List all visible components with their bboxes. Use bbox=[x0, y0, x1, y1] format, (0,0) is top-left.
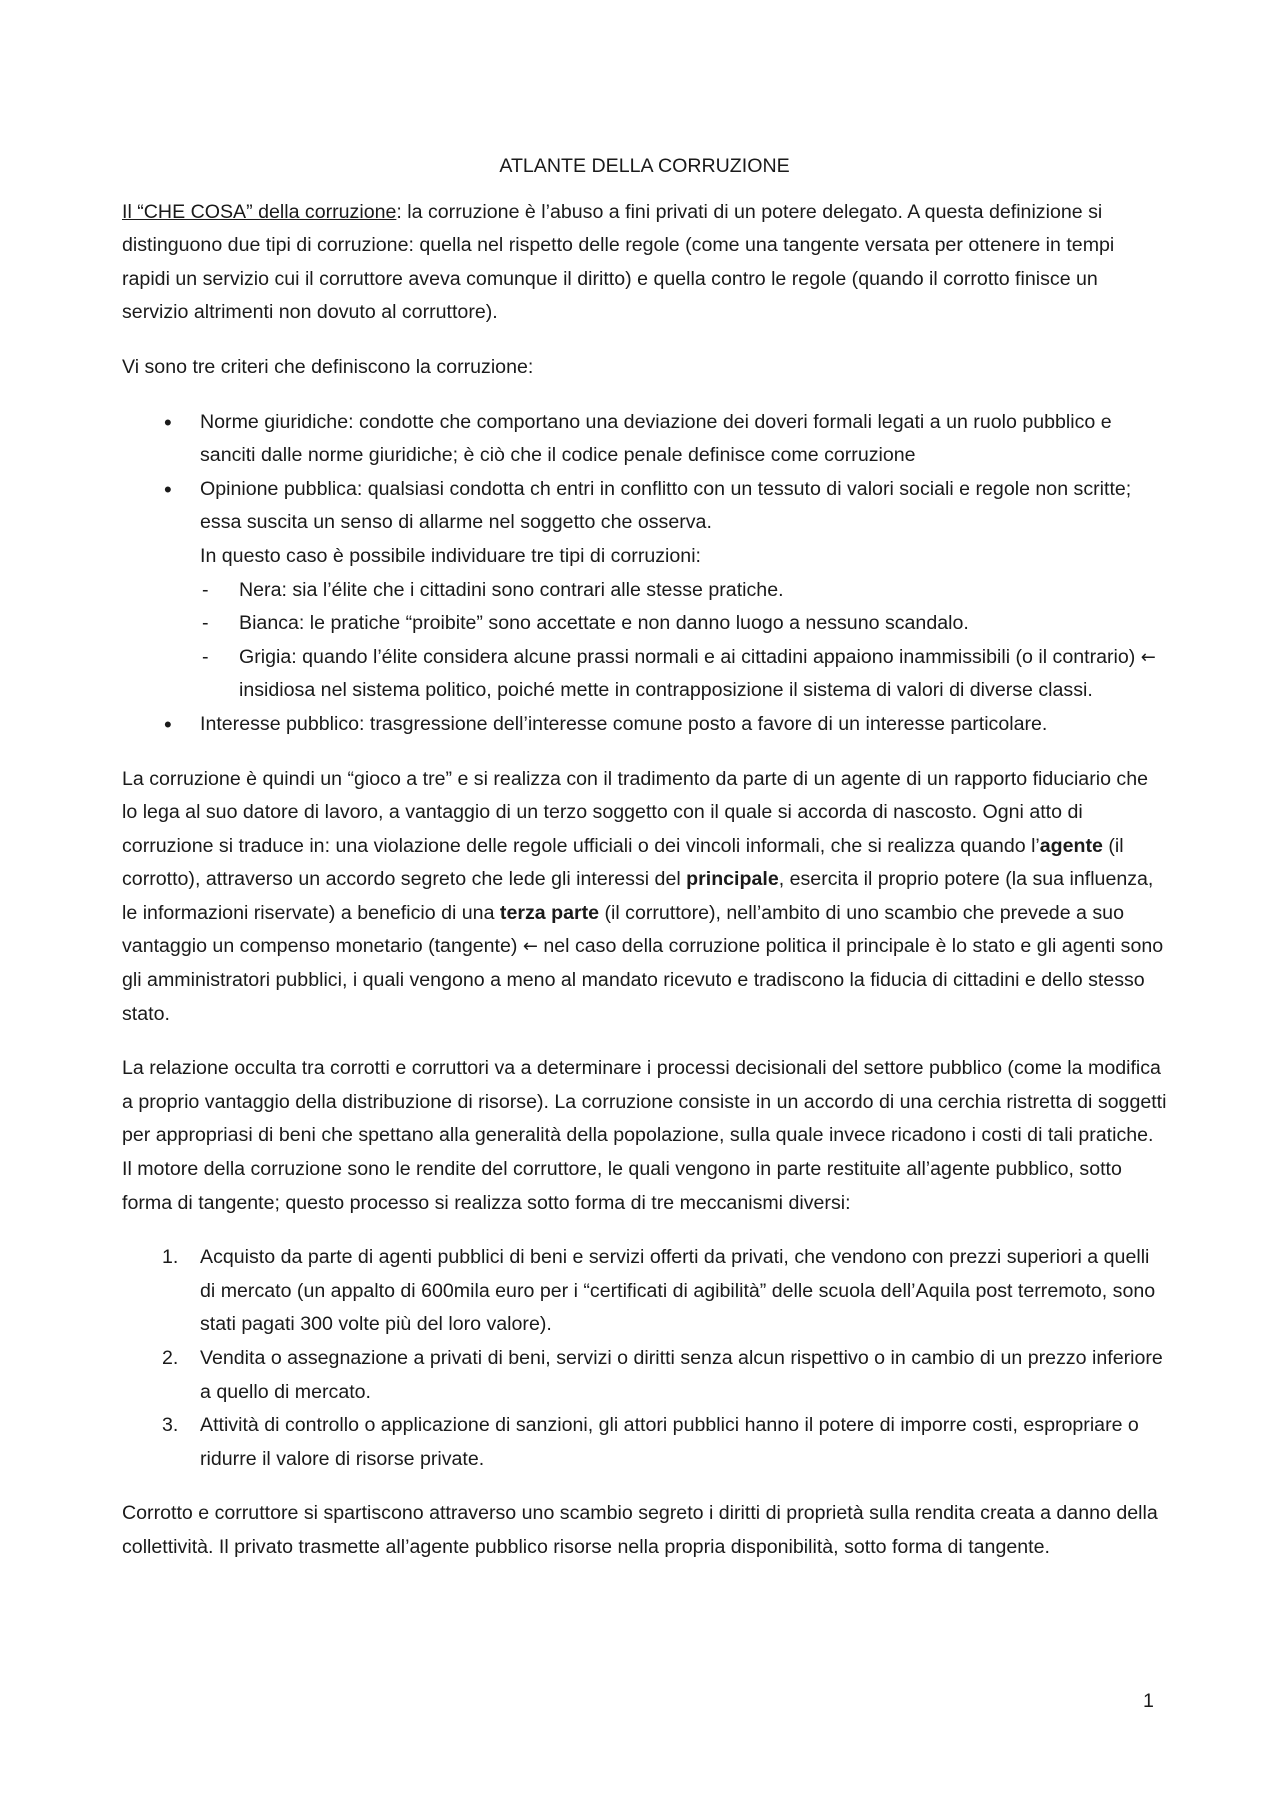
term-terza-parte: terza parte bbox=[499, 901, 600, 924]
intro-label: Il “CHE COSA” della corruzione bbox=[122, 200, 397, 223]
list-item: • Opinione pubblica: qualsiasi condotta ch entri in conflitto con un tessuto di valori sociali e regole non scritte; essa suscita un senso di allarme nel soggetto che osserva. In questo caso è possibile individuare tre tipi di corruzioni: - Nera: sia l’élite che i cittadini sono contrari alle stesse pratiche. - Bianca: le pratiche “proibite” sono accettate e non danno luogo a nessuno scandalo. - Grigia: quando l’élite considera alcune prassi normali e ai cittadini appaiono inammissibili (o il contrario) ← insidiosa nel sistema politico, poiché mette in contrapposizione il sistema di valori di diverse classi. bbox=[122, 473, 1167, 708]
term-agente: agente bbox=[1039, 834, 1103, 857]
intro-paragraph bbox=[122, 196, 1167, 330]
list-item: - Grigia: quando l’élite considera alcune prassi normali e ai cittadini appaiono inammissibili (o il contrario) ← insidiosa nel sistema politico, poiché mette in contrapposizione il sistema di valori di diverse classi. bbox=[200, 641, 1167, 708]
list-item: 2. Vendita o assegnazione a privati di beni, servizi o diritti senza alcun rispettivo o in cambio di un prezzo inferiore a quello di mercato. bbox=[162, 1347, 1163, 1403]
hidden-relation-paragraph: La relazione occulta tra corrotti e corruttori va a determinare i processi decisionali del settore pubblico (come la modifica a proprio vantaggio della distribuzione di risorse). La corruzione consiste in un accordo di una cerchia ristretta di soggetti per appropriasi di beni che spettano alla generalità della popolazione, sulla quale invece ricadono i costi di tali pratiche. Il motore della corruzione sono le rendite del corruttore, le quali vengono in parte restituite all’agente pubblico, sotto forma di tangente; questo processo si realizza sotto forma di tre meccanismi diversi: bbox=[122, 1057, 1167, 1214]
arrow-left-icon: ← bbox=[1140, 646, 1156, 668]
corruption-types-list bbox=[200, 574, 1167, 708]
arrow-left-icon: ← bbox=[522, 936, 538, 958]
criteria-intro: Vi sono tre criteri che definiscono la corruzione: bbox=[122, 355, 534, 378]
closing-paragraph: Corrotto e corruttore si spartiscono attraverso uno scambio segreto i diritti di proprietà sulla rendita creata a danno della collettività. Il privato trasmette all’agente pubblico risorse nella propria disponibilità, sotto forma di tangente. bbox=[122, 1502, 1158, 1558]
list-item: - Bianca: le pratiche “proibite” sono accettate e non danno luogo a nessuno scandalo. bbox=[200, 607, 1167, 641]
list-item: 3. Attività di controllo o applicazione di sanzioni, gli attori pubblici hanno il potere di imporre costi, espropriare o ridurre il valore di risorse private. bbox=[162, 1414, 1139, 1470]
game-of-three-paragraph: La corruzione è quindi un “gioco a tre” e si realizza con il tradimento da parte di un agente di un rapporto fiduciario che lo lega al suo datore di lavoro, a vantaggio di un terzo soggetto con il quale si accorda di nascosto. Ogni atto di corruzione si traduce in: una violazione delle regole ufficiali o dei vincoli informali, che si realizza quando l’agente (il corrotto), attraverso un accordo segreto che lede gli interessi del principale, esercita il proprio potere (la sua influenza, le informazioni riservate) a beneficio di una terza parte (il corruttore), nell’ambito di uno scambio che prevede a suo vantaggio un compenso monetario (tangente) ← nel caso della corruzione politica il principale è lo stato e gli agenti sono gli amministratori pubblici, i quali vengono a meno al mandato ricevuto e tradiscono la fiducia di cittadini e dello stesso stato. bbox=[122, 767, 1164, 1025]
criteria-list bbox=[122, 406, 1167, 742]
list-item: • Interesse pubblico: trasgressione dell’interesse comune posto a favore di un interesse particolare. bbox=[122, 708, 1167, 742]
term-principale: principale bbox=[686, 868, 779, 891]
mechanisms-list bbox=[122, 1241, 1167, 1476]
document-title: ATLANTE DELLA CORRUZIONE bbox=[499, 155, 790, 177]
document-page bbox=[122, 150, 1167, 1586]
list-item: - Nera: sia l’élite che i cittadini sono contrari alle stesse pratiche. bbox=[200, 574, 1167, 608]
intro-text: : la corruzione è l’abuso a fini privati di un potere delegato. A questa definizione si distinguono due tipi di corruzione: quella nel rispetto delle regole (come una tangente versata per ottenere in tempi rapidi un servizio cui il corruttore aveva comunque il diritto) e quella contro le regole (quando il corrotto finisce un servizio altrimenti non dovuto al corruttore). bbox=[122, 200, 1115, 324]
list-item: • Norme giuridiche: condotte che comportano una deviazione dei doveri formali legati a un ruolo pubblico e sanciti dalle norme giuridiche; è ciò che il codice penale definisce come corruzione bbox=[122, 406, 1167, 473]
page-number: 1 bbox=[1143, 1690, 1154, 1712]
list-item: 1. Acquisto da parte di agenti pubblici di beni e servizi offerti da privati, che vendono con prezzi superiori a quelli di mercato (un appalto di 600mila euro per i “certificati di agibilità” delle scuola dell’Aquila post terremoto, sono stati pagati 300 volte più del loro valore). bbox=[162, 1246, 1156, 1336]
